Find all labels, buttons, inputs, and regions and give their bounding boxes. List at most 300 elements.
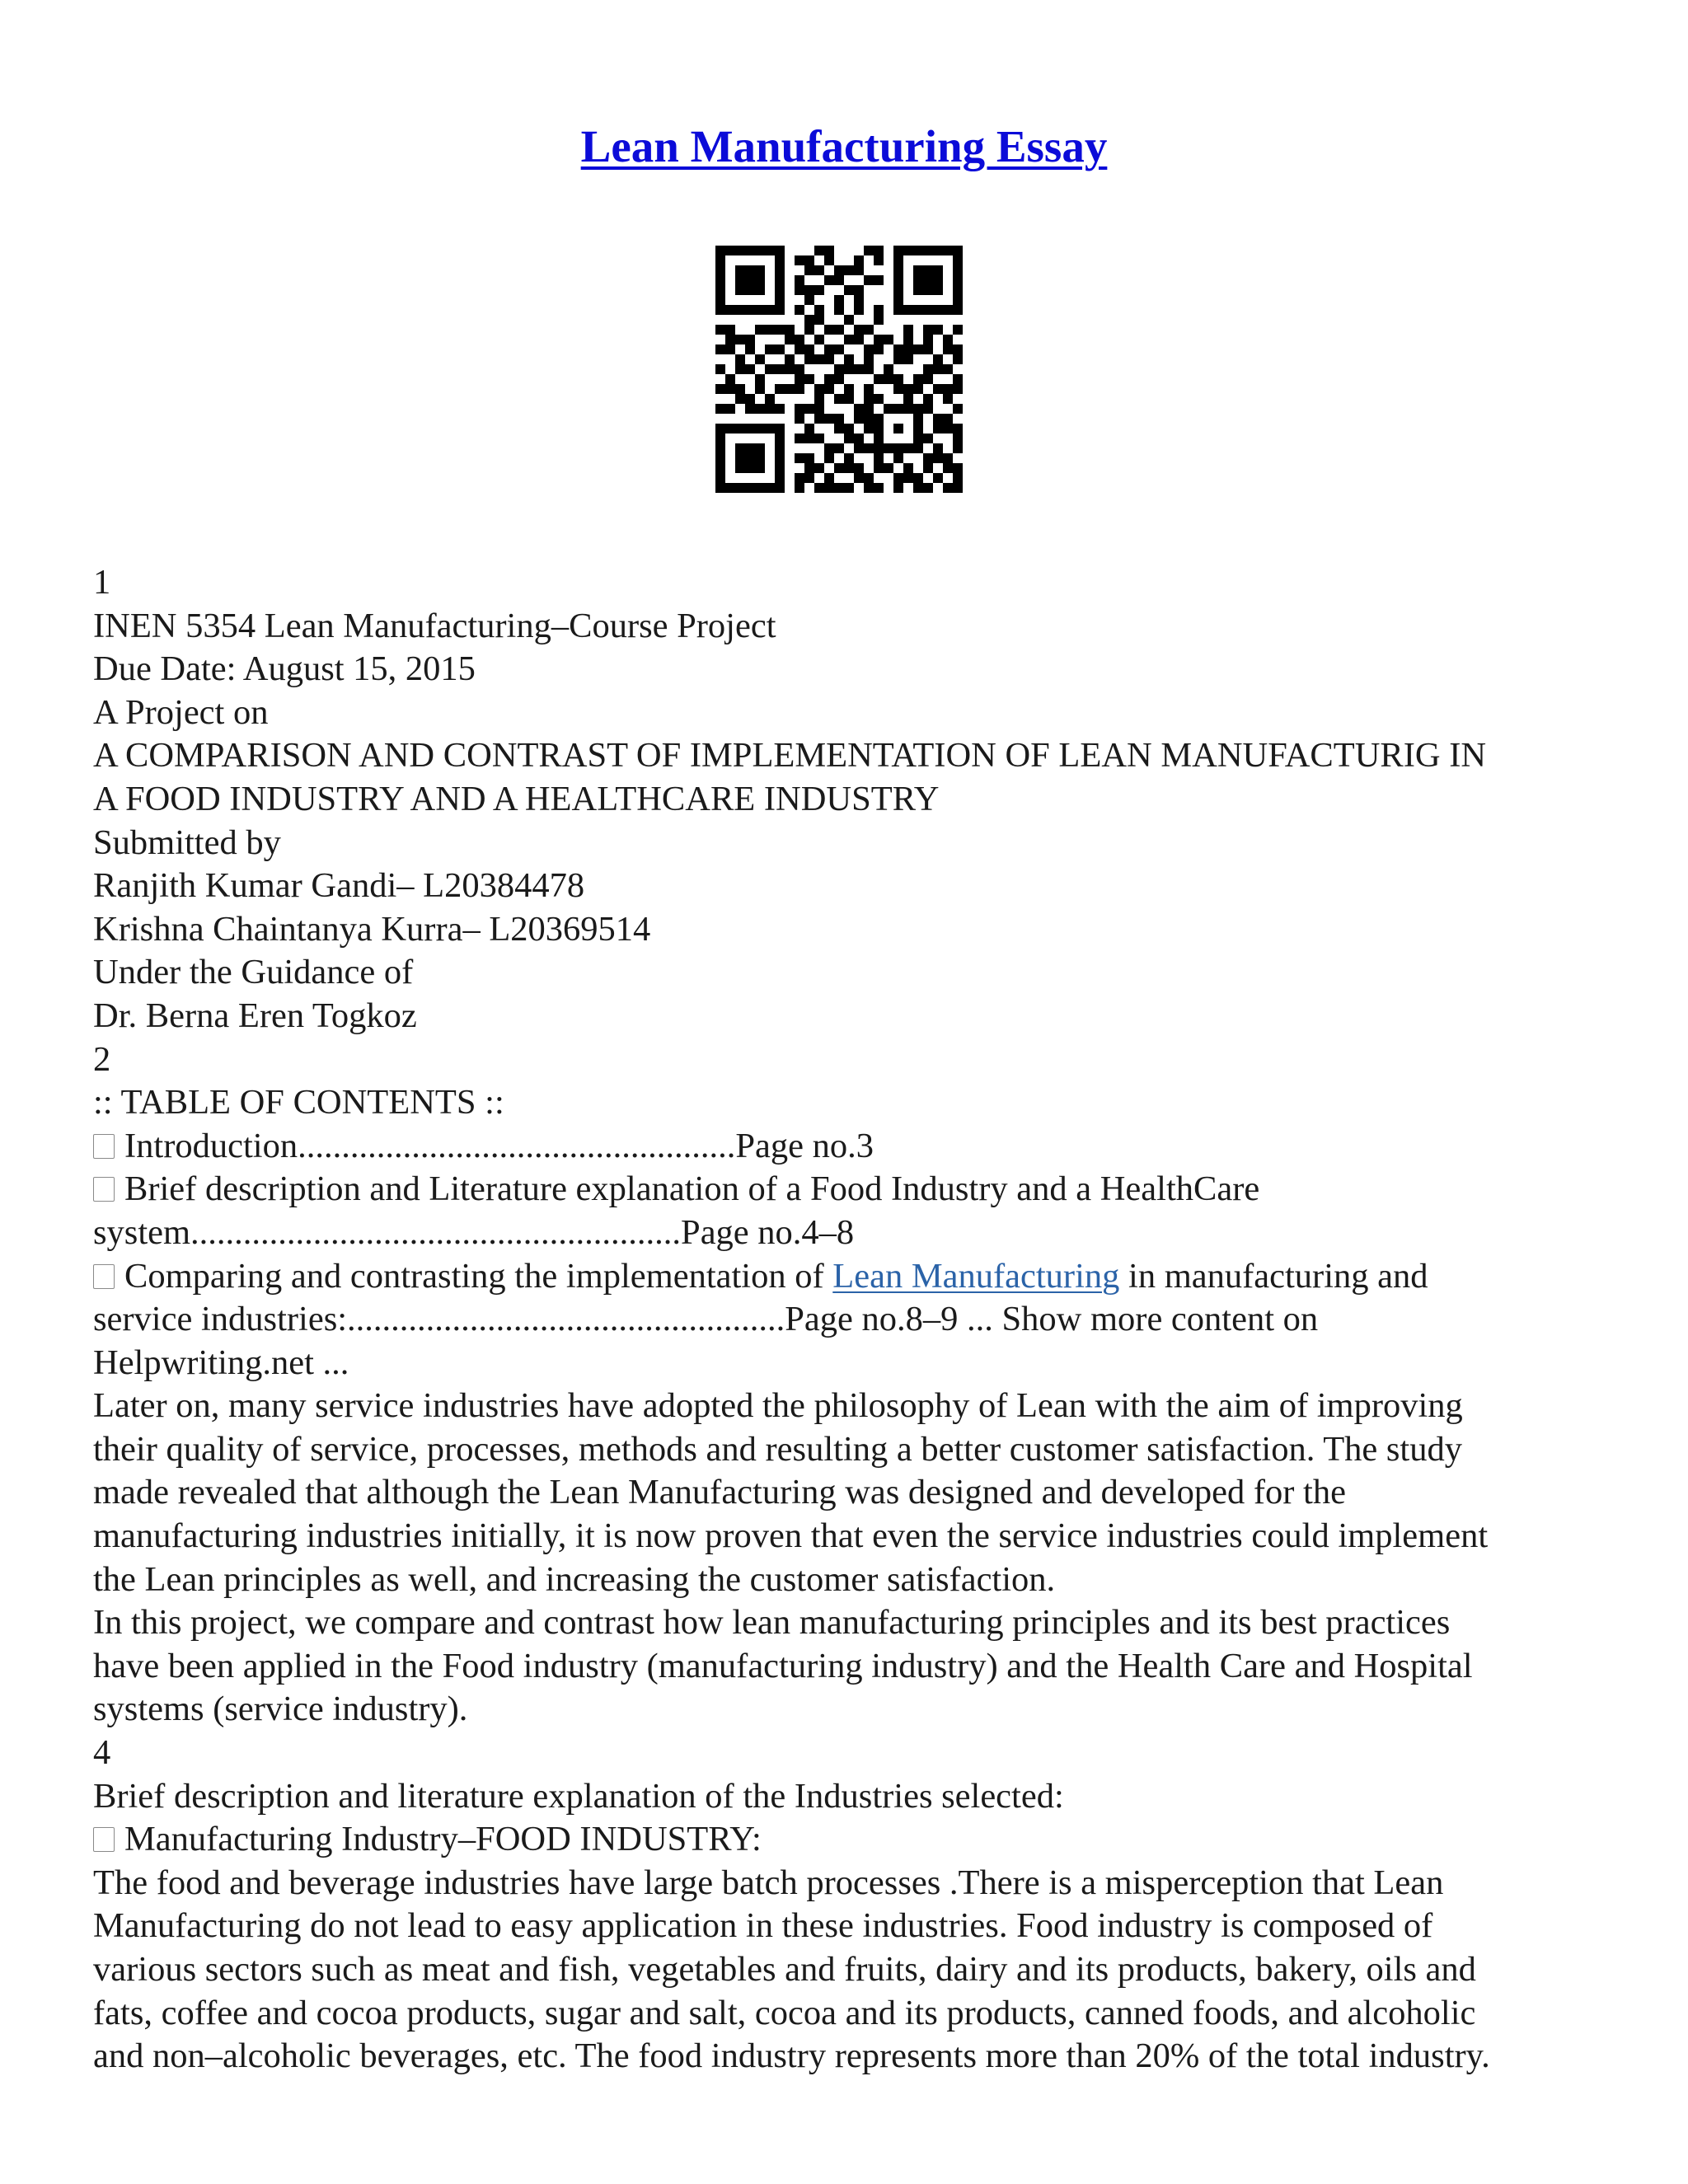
qr-module — [824, 473, 834, 483]
qr-module — [913, 374, 923, 384]
text-line — [93, 734, 1618, 778]
qr-module — [903, 473, 913, 483]
qr-module — [943, 463, 953, 473]
qr-module — [834, 275, 844, 285]
qr-module — [854, 305, 864, 315]
qr-module — [884, 335, 893, 344]
line-text: manufacturing industries initially, it is now proven that even the service industries could implement — [93, 1516, 1489, 1556]
qr-module — [933, 443, 943, 453]
qr-module — [933, 246, 943, 255]
qr-module — [953, 325, 963, 335]
qr-module — [775, 404, 785, 414]
text-line — [93, 1862, 1618, 1905]
line-text: Manufacturing do not lead to easy application in these industries. Food industry is composed of — [93, 1906, 1433, 1946]
qr-module — [775, 305, 785, 315]
qr-module — [834, 424, 844, 434]
qr-module — [874, 434, 884, 443]
line-text: made revealed that although the Lean Manufacturing was designed and developed for the — [93, 1473, 1346, 1512]
qr-module — [864, 364, 874, 374]
text-line — [93, 1212, 1618, 1255]
qr-module — [893, 354, 903, 364]
qr-module — [864, 384, 874, 394]
qr-module — [844, 424, 854, 434]
qr-module — [913, 285, 923, 295]
qr-module — [874, 275, 884, 285]
qr-module — [953, 434, 963, 443]
qr-module — [715, 344, 725, 354]
qr-module — [725, 374, 735, 384]
qr-module — [884, 374, 893, 384]
qr-module — [933, 424, 943, 434]
text-line — [93, 1428, 1618, 1472]
qr-module — [874, 443, 884, 453]
qr-module — [715, 364, 725, 374]
qr-module — [804, 473, 814, 483]
qr-module — [775, 424, 785, 434]
qr-module — [854, 443, 864, 453]
qr-module — [854, 295, 864, 305]
qr-module — [795, 404, 804, 414]
qr-module — [735, 354, 745, 364]
qr-module — [874, 255, 884, 265]
qr-module — [725, 246, 735, 255]
qr-module — [755, 265, 765, 275]
qr-module — [953, 473, 963, 483]
qr-module — [804, 265, 814, 275]
qr-module — [735, 443, 745, 453]
line-text: In this project, we compare and contrast how lean manufacturing principles and its best practices — [93, 1603, 1451, 1643]
qr-module — [824, 443, 834, 453]
qr-module — [913, 443, 923, 453]
qr-module — [874, 315, 884, 325]
qr-module — [795, 414, 804, 424]
qr-module — [953, 483, 963, 493]
qr-module — [943, 335, 953, 344]
qr-module — [735, 453, 745, 463]
line-text: :: TABLE OF CONTENTS :: — [93, 1083, 504, 1122]
qr-module — [893, 453, 903, 463]
qr-module — [933, 305, 943, 315]
qr-module — [804, 344, 814, 354]
qr-module — [735, 463, 745, 473]
qr-module — [824, 275, 834, 285]
qr-module — [804, 374, 814, 384]
qr-module — [923, 275, 933, 285]
qr-module — [804, 255, 814, 265]
qr-module — [715, 404, 725, 414]
qr-module — [844, 434, 854, 443]
qr-module — [795, 434, 804, 443]
qr-module — [874, 453, 884, 463]
qr-module — [953, 354, 963, 364]
line-text: Ranjith Kumar Gandi– L20384478 — [93, 866, 585, 906]
line-text: Under the Guidance of — [93, 953, 414, 992]
qr-module — [785, 364, 795, 374]
qr-module — [913, 424, 923, 434]
qr-module — [735, 384, 745, 394]
qr-module — [953, 374, 963, 384]
qr-module — [755, 374, 765, 384]
qr-module — [824, 255, 834, 265]
qr-module — [874, 463, 884, 473]
qr-module — [933, 384, 943, 394]
qr-module — [933, 453, 943, 463]
qr-module — [755, 483, 765, 493]
qr-module — [834, 443, 844, 453]
qr-module — [933, 364, 943, 374]
text-line — [93, 995, 1618, 1038]
qr-module — [775, 453, 785, 463]
line-text: 2 — [93, 1039, 111, 1079]
line-text-after: in manufacturing and — [1119, 1256, 1428, 1296]
qr-module — [765, 424, 775, 434]
qr-module — [834, 325, 844, 335]
qr-module — [854, 364, 864, 374]
qr-module — [933, 473, 943, 483]
qr-module — [953, 285, 963, 295]
qr-module — [765, 364, 775, 374]
line-text: system........................................................Page no.4–8 — [93, 1212, 855, 1252]
qr-module — [943, 414, 953, 424]
qr-module — [745, 305, 755, 315]
qr-module — [874, 335, 884, 344]
qr-module — [953, 305, 963, 315]
qr-module — [814, 483, 824, 493]
bullet-line — [93, 1125, 1618, 1169]
qr-module — [715, 424, 725, 434]
qr-module — [854, 255, 864, 265]
qr-module — [745, 424, 755, 434]
qr-module — [854, 265, 864, 275]
qr-module — [943, 453, 953, 463]
qr-module — [854, 434, 864, 443]
qr-module — [785, 335, 795, 344]
qr-module — [923, 404, 933, 414]
qr-module — [785, 384, 795, 394]
qr-module — [864, 414, 874, 424]
qr-module — [795, 335, 804, 344]
qr-module — [943, 246, 953, 255]
qr-module — [795, 305, 804, 315]
line-text: Comparing and contrasting the implementation of — [124, 1256, 833, 1296]
qr-module — [933, 354, 943, 364]
qr-module — [893, 344, 903, 354]
qr-module — [953, 404, 963, 414]
line-text: Introduction..................................................Page no.3 — [124, 1126, 874, 1165]
qr-module — [755, 305, 765, 315]
qr-module — [824, 246, 834, 255]
text-line — [93, 951, 1618, 995]
qr-module — [804, 434, 814, 443]
qr-module — [755, 463, 765, 473]
qr-module — [755, 443, 765, 453]
qr-module — [953, 463, 963, 473]
text-line — [93, 865, 1618, 908]
qr-module — [874, 305, 884, 315]
qr-module — [834, 414, 844, 424]
line-text: service industries:..................................................Page no.8–9 ... Show more content on — [93, 1300, 1319, 1339]
qr-module — [745, 453, 755, 463]
qr-module — [755, 246, 765, 255]
qr-module — [884, 404, 893, 414]
line-text: Brief description and literature explanation of the Industries selected: — [93, 1776, 1064, 1816]
bullet-box-icon — [93, 1134, 115, 1159]
qr-module — [903, 335, 913, 344]
qr-module — [834, 305, 844, 315]
qr-module — [953, 424, 963, 434]
qr-module — [923, 285, 933, 295]
line-text: the Lean principles as well, and increasing the customer satisfaction. — [93, 1559, 1056, 1599]
qr-module — [923, 325, 933, 335]
bullet-line — [93, 1255, 1618, 1299]
line-text: A FOOD INDUSTRY AND A HEALTHCARE INDUSTRY — [93, 779, 940, 818]
text-line — [93, 1385, 1618, 1428]
bullet-box-icon — [93, 1177, 115, 1202]
qr-module — [943, 394, 953, 404]
qr-module — [814, 434, 824, 443]
qr-module — [864, 424, 874, 434]
qr-module — [735, 364, 745, 374]
line-text: and non–alcoholic beverages, etc. The food industry represents more than 20% of the total industry. — [93, 2036, 1490, 2076]
qr-module — [715, 265, 725, 275]
qr-module — [814, 394, 824, 404]
line-text: A Project on — [93, 692, 269, 732]
qr-module — [795, 473, 804, 483]
qr-module — [854, 404, 864, 414]
qr-module — [795, 364, 804, 374]
qr-module — [893, 305, 903, 315]
qr-module — [775, 463, 785, 473]
qr-module — [923, 374, 933, 384]
qr-module — [755, 325, 765, 335]
qr-module — [913, 305, 923, 315]
qr-module — [844, 265, 854, 275]
qr-module — [844, 463, 854, 473]
qr-module — [903, 404, 913, 414]
qr-module — [913, 275, 923, 285]
qr-module — [953, 255, 963, 265]
qr-module — [943, 424, 953, 434]
line-text: INEN 5354 Lean Manufacturing–Course Project — [93, 606, 776, 645]
text-line — [93, 1298, 1618, 1342]
qr-module — [814, 265, 824, 275]
qr-module — [943, 305, 953, 315]
inline-link[interactable]: Lean Manufacturing — [832, 1256, 1120, 1296]
line-text: their quality of service, processes, methods and resulting a better customer satisfaction. The study — [93, 1429, 1462, 1469]
qr-module — [735, 275, 745, 285]
qr-module — [814, 315, 824, 325]
qr-module — [893, 265, 903, 275]
qr-module — [913, 344, 923, 354]
qr-module — [844, 394, 854, 404]
qr-module — [903, 354, 913, 364]
qr-module — [953, 275, 963, 285]
qr-module — [715, 285, 725, 295]
line-text: Submitted by — [93, 823, 281, 862]
qr-module — [775, 285, 785, 295]
qr-module — [864, 246, 874, 255]
qr-module — [923, 483, 933, 493]
qr-module — [765, 404, 775, 414]
qr-module — [834, 463, 844, 473]
text-line — [93, 1038, 1618, 1082]
qr-module — [804, 295, 814, 305]
qr-module — [824, 344, 834, 354]
qr-module — [953, 246, 963, 255]
line-text: 4 — [93, 1733, 111, 1773]
qr-module — [824, 374, 834, 384]
qr-module — [715, 255, 725, 265]
qr-module — [903, 325, 913, 335]
qr-module — [745, 364, 755, 374]
qr-module — [715, 434, 725, 443]
qr-module — [844, 354, 854, 364]
qr-module — [844, 285, 854, 295]
text-line — [93, 2035, 1618, 2079]
qr-module — [795, 453, 804, 463]
qr-module — [844, 364, 854, 374]
qr-module — [775, 246, 785, 255]
qr-module — [864, 473, 874, 483]
line-text: Brief description and Literature explanation of a Food Industry and a HealthCare — [124, 1169, 1260, 1209]
qr-module — [755, 354, 765, 364]
qr-module — [923, 344, 933, 354]
qr-module — [864, 354, 874, 364]
text-line — [93, 1471, 1618, 1515]
line-text: systems (service industry). — [93, 1690, 468, 1729]
qr-module — [765, 325, 775, 335]
title-link[interactable]: Lean Manufacturing Essay — [580, 121, 1108, 171]
document-body — [93, 561, 1618, 2079]
qr-module — [814, 246, 824, 255]
qr-module — [943, 483, 953, 493]
text-line — [93, 778, 1618, 822]
line-text: Later on, many service industries have adopted the philosophy of Lean with the aim of improving — [93, 1386, 1463, 1426]
qr-module — [745, 443, 755, 453]
text-line — [93, 1688, 1618, 1732]
qr-module — [844, 483, 854, 493]
qr-module — [893, 295, 903, 305]
line-text: A COMPARISON AND CONTRAST OF IMPLEMENTATION OF LEAN MANUFACTURIG IN — [93, 736, 1487, 776]
line-text: have been applied in the Food industry (manufacturing industry) and the Health Care and Hospital — [93, 1646, 1473, 1685]
qr-module — [893, 374, 903, 384]
qr-module — [933, 285, 943, 295]
qr-module — [814, 354, 824, 364]
qr-module — [903, 305, 913, 315]
qr-module — [913, 473, 923, 483]
qr-module — [874, 424, 884, 434]
qr-module — [953, 295, 963, 305]
qr-module — [715, 325, 725, 335]
qr-module — [874, 414, 884, 424]
qr-module — [834, 374, 844, 384]
qr-module — [745, 394, 755, 404]
qr-module — [844, 384, 854, 394]
qr-module — [715, 463, 725, 473]
qr-module — [923, 364, 933, 374]
line-text: fats, coffee and cocoa products, sugar and salt, cocoa and its products, canned foods, and alcoholic — [93, 1993, 1476, 2032]
text-line — [93, 1558, 1618, 1602]
qr-module — [874, 374, 884, 384]
qr-module — [824, 453, 834, 463]
qr-module — [943, 344, 953, 354]
qr-module — [903, 463, 913, 473]
qr-module — [893, 473, 903, 483]
qr-module — [834, 295, 844, 305]
qr-module — [913, 265, 923, 275]
qr-module — [795, 275, 804, 285]
qr-module — [765, 483, 775, 493]
qr-module — [745, 246, 755, 255]
text-line — [93, 1732, 1618, 1775]
qr-module — [775, 443, 785, 453]
page-title — [0, 114, 1688, 180]
qr-module — [824, 384, 834, 394]
qr-module — [864, 443, 874, 453]
qr-module — [715, 305, 725, 315]
text-line — [93, 1342, 1618, 1385]
qr-module — [775, 265, 785, 275]
qr-module — [715, 384, 725, 394]
qr-module — [745, 463, 755, 473]
qr-module — [874, 483, 884, 493]
qr-module — [864, 325, 874, 335]
qr-module — [834, 394, 844, 404]
text-line — [93, 1081, 1618, 1125]
qr-module — [745, 275, 755, 285]
qr-module — [725, 325, 735, 335]
qr-module — [903, 394, 913, 404]
qr-module — [725, 344, 735, 354]
qr-module — [715, 443, 725, 453]
line-text: various sectors such as meat and fish, vegetables and fruits, dairy and its products, bakery, oils and — [93, 1950, 1476, 1989]
text-line — [93, 1992, 1618, 2036]
text-line — [93, 1775, 1618, 1819]
qr-module — [903, 246, 913, 255]
qr-module — [953, 344, 963, 354]
qr-module — [775, 325, 785, 335]
qr-module — [755, 384, 765, 394]
qr-module — [854, 285, 864, 295]
qr-module — [824, 354, 834, 364]
qr-module — [814, 285, 824, 295]
qr-module — [725, 404, 735, 414]
qr-module — [864, 404, 874, 414]
qr-module — [834, 344, 844, 354]
qr-module — [864, 275, 874, 285]
qr-module — [735, 424, 745, 434]
qr-module — [864, 394, 874, 404]
qr-module — [923, 246, 933, 255]
qr-module — [735, 483, 745, 493]
qr-module — [804, 285, 814, 295]
qr-module — [814, 404, 824, 414]
qr-module — [874, 344, 884, 354]
qr-module — [923, 434, 933, 443]
qr-module — [844, 315, 854, 325]
qr-module — [715, 473, 725, 483]
qr-module — [854, 463, 864, 473]
qr-module — [864, 344, 874, 354]
text-line — [93, 691, 1618, 735]
line-text: Dr. Berna Eren Togkoz — [93, 996, 417, 1035]
qr-module — [804, 325, 814, 335]
qr-module — [854, 414, 864, 424]
qr-module — [775, 255, 785, 265]
qr-module — [893, 255, 903, 265]
qr-module — [765, 344, 775, 354]
qr-module — [923, 453, 933, 463]
